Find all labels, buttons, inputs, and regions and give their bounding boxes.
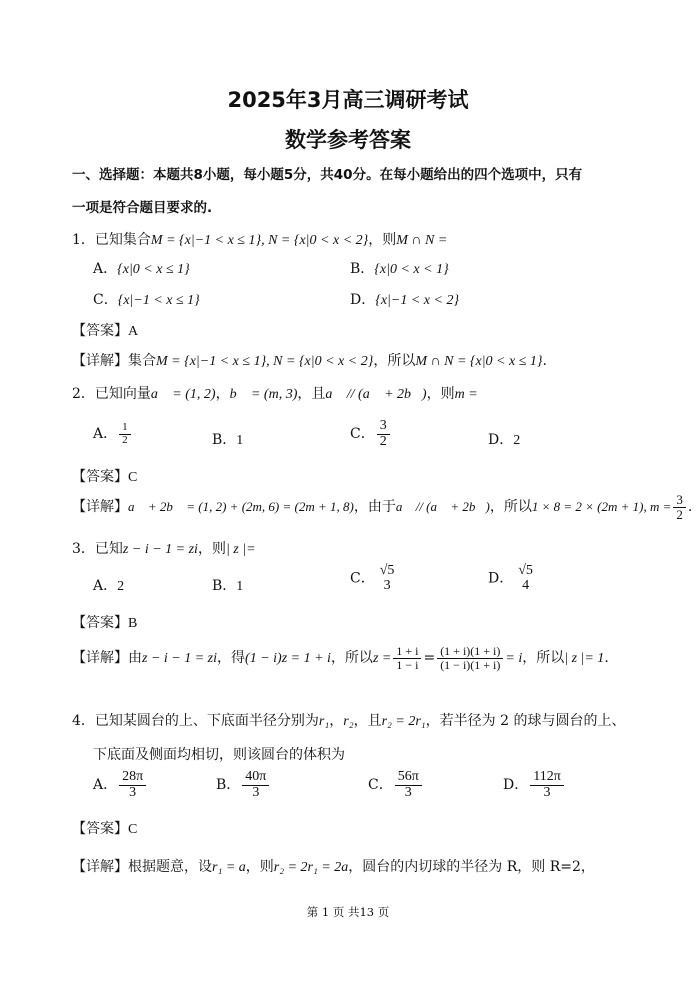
fraction: $\frac{(1 + i)(1 + i)}{(1 - i)(1 + i)}$ <box>437 645 503 671</box>
math-expression: | z |= <box>225 542 256 557</box>
option-label: A． <box>93 777 118 794</box>
question-stem: ，则 <box>197 541 226 557</box>
detail-label: 【详解】 <box>72 650 128 667</box>
question-stem: ，则 <box>426 386 455 402</box>
option-text: 2 <box>117 579 125 594</box>
option-label: D． <box>350 292 376 308</box>
question-number: 3． <box>72 541 95 557</box>
detail-text: ，所以 <box>373 353 416 369</box>
question-3 <box>72 538 256 558</box>
q1-option-a <box>93 258 190 278</box>
detail-text: 根据题意，设 <box>128 859 212 875</box>
q3-answer <box>72 612 137 632</box>
option-label: D． <box>488 432 514 448</box>
math-expression: = i <box>505 651 523 667</box>
fraction: $\frac{1}{2}$ <box>119 422 131 446</box>
detail-text: ，所以 <box>522 650 565 667</box>
q1-option-b <box>350 258 449 278</box>
math-expression: M ∩ N = <box>396 233 448 248</box>
option-label: B． <box>212 432 237 448</box>
math-expression: r₁ <box>318 714 330 729</box>
math-expression: b⃗ = (m, 3) <box>229 387 298 402</box>
fraction: $\frac{28\pi}{3}$ <box>119 770 146 800</box>
detail-text: 由 <box>128 650 142 667</box>
fraction: $\frac{40\pi}{3}$ <box>242 770 269 800</box>
option-label: A． <box>93 578 118 594</box>
option-text: 2 <box>513 433 521 448</box>
q2-answer <box>72 466 137 486</box>
answer-label: 【答案】 <box>72 469 128 485</box>
fraction: √5 3 <box>379 563 395 593</box>
question-stem: 已知某圆台的上、下底面半径分别为 <box>94 713 319 729</box>
fraction: $\frac{56\pi}{3}$ <box>395 770 422 800</box>
detail-label: 【详解】 <box>72 499 128 516</box>
option-label: B． <box>216 777 241 794</box>
q2-option-c <box>350 419 392 449</box>
detail-text: . <box>542 353 547 369</box>
q3-option-c <box>350 564 399 593</box>
answer-value: A <box>128 324 139 339</box>
question-number: 4． <box>72 713 95 729</box>
option-text: {x|−1 < x < 2} <box>375 293 460 308</box>
detail-text: ，则 <box>245 859 274 875</box>
detail-text: ，得 <box>217 650 246 667</box>
section-heading-line1: 一、选择题：本题共8小题，每小题5分，共40分。在每小题给出的四个选项中，只有 <box>72 167 583 183</box>
answer-value: B <box>128 616 138 631</box>
answer-value: C <box>128 822 138 837</box>
math-expression: r₂ <box>343 714 354 729</box>
option-text: {x|0 < x ≤ 1} <box>117 262 190 277</box>
option-text: 1 <box>236 433 244 448</box>
option-label: C． <box>93 292 118 308</box>
fraction: √5 4 <box>518 563 533 593</box>
question-number: 2． <box>72 386 95 402</box>
answer-label: 【答案】 <box>72 821 128 837</box>
math-expression: r₂ = 2r₁ = 2a <box>273 860 349 875</box>
q2-detail <box>72 493 692 521</box>
q4-option-c <box>368 770 424 800</box>
page-subtitle: 数学参考答案 <box>285 128 411 152</box>
q1-option-d <box>350 289 459 309</box>
math-expression: 1 × 8 = 2 × (2m + 1), m = <box>531 499 672 515</box>
q4-option-a <box>93 770 148 800</box>
page-title: 2025年3月高三调研考试 <box>227 88 469 112</box>
math-expression: M = {x|−1 < x ≤ 1}, N = {x|0 < x < 2} <box>150 233 369 248</box>
fraction: $\frac{1 + i}{1 - i}$ <box>393 645 421 671</box>
detail-label: 【详解】 <box>72 859 128 875</box>
fraction: $\frac{3}{2}$ <box>673 493 686 521</box>
question-stem: 已知向量 <box>94 386 151 402</box>
question-stem: 已知 <box>94 541 123 557</box>
option-label: B． <box>350 261 375 277</box>
question-4-line2: 下底面及侧面均相切，则该圆台的体积为 <box>93 747 345 763</box>
question-2: 2．已知向量a⃗ = (1, 2)，b⃗ = (m, 3)，且a⃗ // (a⃗ + 2b⃗)，则m = <box>72 386 478 402</box>
q3-option-a <box>93 575 124 595</box>
answer-value: C <box>128 470 138 485</box>
option-label: D． <box>503 777 529 794</box>
math-expression: M = {x|−1 < x ≤ 1}, N = {x|0 < x < 2} <box>156 354 374 369</box>
question-number: 1． <box>72 232 95 248</box>
option-text: {x|−1 < x ≤ 1} <box>117 293 200 308</box>
math-expression: M ∩ N = {x|0 < x ≤ 1} <box>415 354 543 369</box>
detail-label: 【详解】 <box>72 353 128 369</box>
section-heading-line2: 一项是符合题目要求的. <box>72 200 213 216</box>
option-label: A． <box>93 426 118 443</box>
answer-label: 【答案】 <box>72 615 128 631</box>
math-expression: z − i − 1 = zi <box>122 542 198 557</box>
q3-option-d <box>488 564 538 593</box>
question-stem: ，且 <box>297 386 326 402</box>
math-expression: a⃗ + 2b⃗ = (1, 2) + (2m, 6) = (2m + 1, 8) <box>128 499 354 515</box>
option-label: C． <box>350 426 375 443</box>
math-expression: m = <box>454 387 478 402</box>
answer-label: 【答案】 <box>72 323 128 339</box>
q1-detail <box>72 350 547 370</box>
q2-option-b <box>212 429 243 449</box>
option-text: {x|0 < x < 1} <box>374 262 449 277</box>
question-stem: ，且 <box>353 713 382 729</box>
detail-text: ，所以 <box>489 499 532 516</box>
option-label: C． <box>350 570 375 587</box>
math-expression: r₁ = a <box>212 860 246 875</box>
page-footer: 第 1 页 共13 页 <box>306 905 390 919</box>
detail-text: . <box>604 650 609 667</box>
q4-option-d <box>503 770 566 800</box>
option-label: A． <box>93 261 118 277</box>
question-stem: ，若半径为 2 的球与圆台的上、 <box>425 713 626 729</box>
option-label: D． <box>488 570 514 587</box>
detail-text: ，圆台的内切球的半径为 R，则 R=2， <box>348 859 595 875</box>
q3-option-b <box>212 575 243 595</box>
math-expression: a⃗ = (1, 2) <box>150 387 216 402</box>
option-label: C． <box>368 777 393 794</box>
math-expression: a⃗ // (a⃗ + 2b⃗) <box>325 387 427 402</box>
q4-answer <box>72 818 137 838</box>
option-text: 1 <box>236 579 244 594</box>
math-expression: (1 − i)z = 1 + i <box>245 651 331 667</box>
question-stem: ， <box>329 713 344 729</box>
detail-text: . <box>687 499 693 516</box>
detail-text: ，由于 <box>353 499 396 516</box>
option-label: B． <box>212 578 237 594</box>
fraction: $\frac{3}{2}$ <box>377 419 390 449</box>
q1-option-c <box>93 289 200 309</box>
question-1 <box>72 229 447 249</box>
q1-answer <box>72 320 138 340</box>
q4-option-b <box>216 770 271 800</box>
q2-option-d <box>488 429 520 449</box>
detail-text: ，所以 <box>330 650 373 667</box>
question-stem: 已知集合 <box>94 232 151 248</box>
math-expression: | z |= 1 <box>564 651 605 667</box>
q3-detail: 【详解】由z − i − 1 = zi，得(1 − i)z = 1 + i，所以z = $\frac{1 + i}{1 - i}$ = $\frac{(1 + i)(1 + i)}{(1 - i)(1 + i)}$ = i，所以| z |= 1. <box>72 644 609 672</box>
question-stem-tail: ，则 <box>368 232 397 248</box>
math-expression: z − i − 1 = zi <box>142 651 218 667</box>
detail-text: 集合 <box>128 353 156 369</box>
question-4 <box>72 710 625 730</box>
math-expression: r₂ = 2r₁ <box>381 714 426 729</box>
q2-option-a <box>93 422 133 446</box>
math-expression: a⃗ // (a⃗ + 2b⃗) <box>395 499 490 515</box>
math-expression: z = <box>372 651 392 667</box>
q4-detail <box>72 856 595 876</box>
fraction: $\frac{112\pi}{3}$ <box>530 770 564 800</box>
